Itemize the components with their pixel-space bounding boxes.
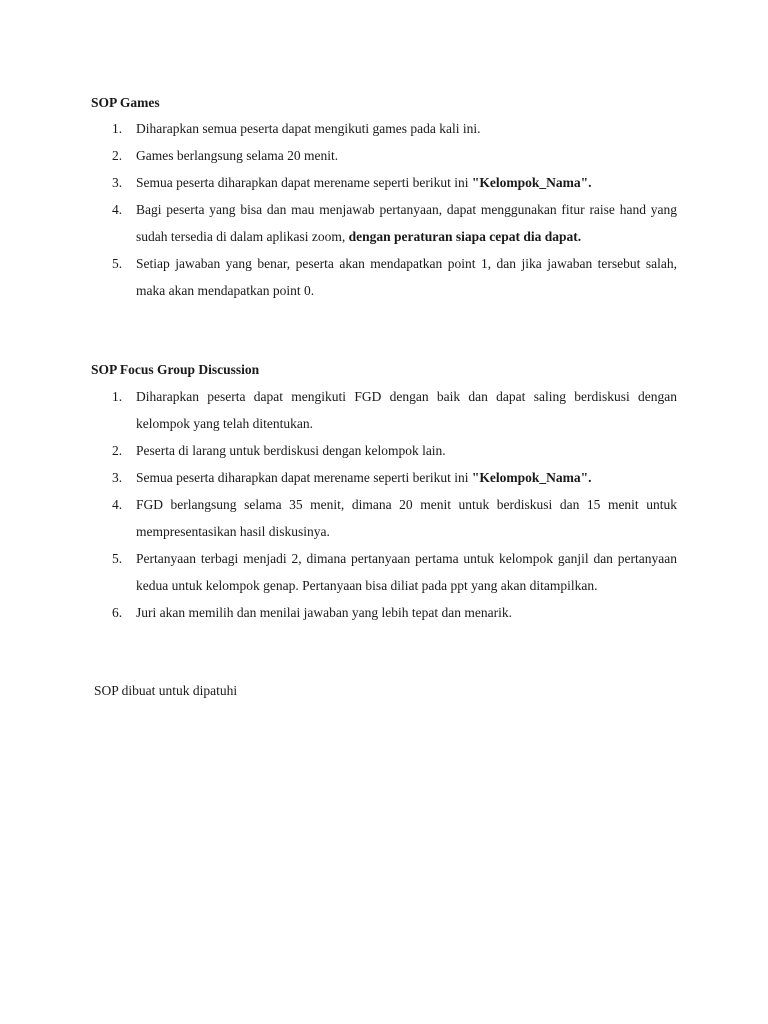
list-item <box>91 115 677 142</box>
sop-games-title: SOP Games <box>91 95 160 110</box>
list-number: 1. <box>112 121 123 136</box>
list-item <box>91 142 677 169</box>
list-bold-text: "Kelompok_Nama". <box>471 470 592 485</box>
list-number: 6. <box>112 605 123 620</box>
list-text: Games berlangsung selama 20 menit. <box>136 148 339 163</box>
list-number: 1. <box>112 389 123 404</box>
list-number: 2. <box>112 443 123 458</box>
list-number: 4. <box>112 497 123 512</box>
list-text: FGD berlangsung selama 35 menit, dimana 20 menit untuk berdiskusi dan 15 menit untuk mempresentasikan hasil diskusinya. <box>136 497 677 539</box>
list-text: Pertanyaan terbagi menjadi 2, dimana pertanyaan pertama untuk kelompok ganjil dan pertanyaan kedua untuk kelompok genap. Pertanyaan bisa diliat pada ppt yang akan ditampilkan. <box>136 551 677 593</box>
list-item <box>91 464 677 491</box>
list-text: Semua peserta diharapkan dapat merename seperti berikut ini <box>136 175 472 190</box>
list-number: 3. <box>112 470 123 485</box>
list-number: 5. <box>112 551 123 566</box>
list-text: Setiap jawaban yang benar, peserta akan mendapatkan point 1, dan jika jawaban tersebut salah, maka akan mendapatkan point 0. <box>136 256 677 298</box>
list-text: Semua peserta diharapkan dapat merename seperti berikut ini <box>136 470 472 485</box>
list-number: 5. <box>112 256 123 271</box>
list-text: Diharapkan semua peserta dapat mengikuti games pada kali ini. <box>136 121 481 136</box>
list-bold-text: "Kelompok_Nama". <box>471 175 592 190</box>
list-number: 3. <box>112 175 123 190</box>
sop-fgd-list <box>91 383 677 626</box>
footer-note: SOP dibuat untuk dipatuhi <box>94 683 238 698</box>
list-text: Peserta di larang untuk berdiskusi dengan kelompok lain. <box>136 443 446 458</box>
list-item <box>91 599 677 626</box>
sop-fgd-title: SOP Focus Group Discussion <box>91 362 260 377</box>
list-text: Juri akan memilih dan menilai jawaban yang lebih tepat dan menarik. <box>136 605 513 620</box>
list-number: 2. <box>112 148 123 163</box>
list-item <box>91 545 677 599</box>
list-item <box>91 250 677 304</box>
list-item <box>91 383 677 437</box>
list-item <box>91 437 677 464</box>
list-text: Bagi peserta yang bisa dan mau menjawab pertanyaan, dapat menggunakan fitur raise hand yang sudah tersedia di dalam aplikasi zoom, <box>136 202 677 244</box>
list-bold-text: dengan peraturan siapa cepat dia dapat. <box>348 229 582 244</box>
sop-games-list <box>91 115 677 304</box>
list-item <box>91 491 677 545</box>
list-number: 4. <box>112 202 123 217</box>
list-item <box>91 196 677 250</box>
list-item <box>91 169 677 196</box>
list-text: Diharapkan peserta dapat mengikuti FGD dengan baik dan dapat saling berdiskusi dengan kelompok yang telah ditentukan. <box>136 389 677 431</box>
